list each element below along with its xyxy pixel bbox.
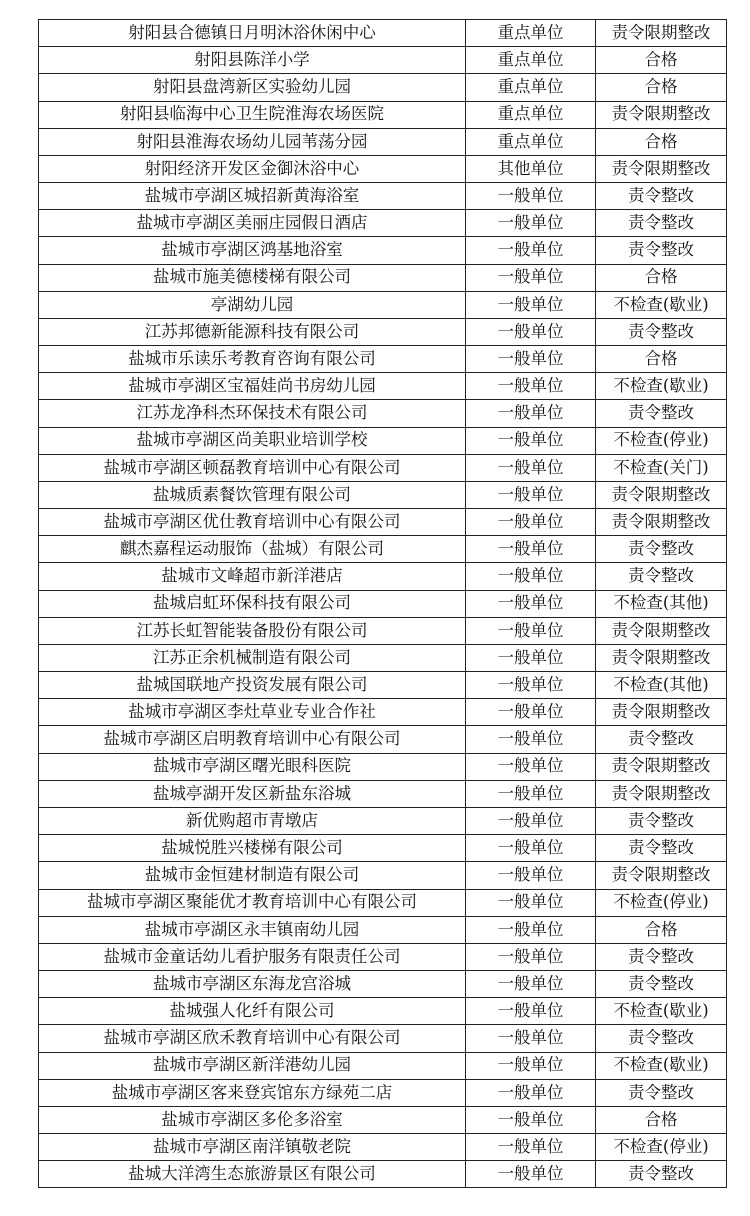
- unit-type-cell: 一般单位: [466, 590, 596, 617]
- inspection-result-cell: 不检查(停业): [596, 889, 727, 916]
- inspection-result-cell: 不检查(歇业): [596, 1052, 727, 1079]
- unit-type-cell: 重点单位: [466, 20, 596, 47]
- inspection-result-cell: 责令整改: [596, 183, 727, 210]
- table-row: [39, 373, 727, 400]
- inspection-result-cell: 合格: [596, 128, 727, 155]
- unit-name-cell: 射阳县临海中心卫生院淮海农场医院: [39, 101, 466, 128]
- unit-type-cell: 一般单位: [466, 318, 596, 345]
- unit-name-cell: 盐城市亭湖区顿磊教育培训中心有限公司: [39, 454, 466, 481]
- unit-name-cell: 盐城悦胜兴楼梯有限公司: [39, 835, 466, 862]
- table-row: [39, 210, 727, 237]
- inspection-result-cell: 责令限期整改: [596, 481, 727, 508]
- unit-type-cell: 一般单位: [466, 400, 596, 427]
- table-row: [39, 318, 727, 345]
- unit-name-cell: 盐城市亭湖区聚能优才教育培训中心有限公司: [39, 889, 466, 916]
- unit-type-cell: 一般单位: [466, 753, 596, 780]
- unit-type-cell: 一般单位: [466, 726, 596, 753]
- unit-name-cell: 盐城国联地产投资发展有限公司: [39, 672, 466, 699]
- table-row: [39, 400, 727, 427]
- inspection-result-cell: 不检查(停业): [596, 427, 727, 454]
- unit-name-cell: 盐城市亭湖区欣禾教育培训中心有限公司: [39, 1025, 466, 1052]
- inspection-result-cell: 责令整改: [596, 971, 727, 998]
- unit-name-cell: 江苏龙净科杰环保技术有限公司: [39, 400, 466, 427]
- unit-type-cell: 重点单位: [466, 74, 596, 101]
- inspection-result-cell: 责令整改: [596, 807, 727, 834]
- unit-type-cell: 一般单位: [466, 509, 596, 536]
- inspection-result-cell: 责令限期整改: [596, 617, 727, 644]
- table-row: [39, 155, 727, 182]
- table-row: [39, 536, 727, 563]
- inspection-result-cell: 合格: [596, 916, 727, 943]
- table-row: [39, 998, 727, 1025]
- table-row: [39, 807, 727, 834]
- unit-type-cell: 一般单位: [466, 373, 596, 400]
- inspection-result-cell: 合格: [596, 74, 727, 101]
- table-row: [39, 563, 727, 590]
- unit-name-cell: 江苏长虹智能装备股份有限公司: [39, 617, 466, 644]
- unit-name-cell: 射阳县陈洋小学: [39, 47, 466, 74]
- table-row: [39, 1106, 727, 1133]
- unit-type-cell: 一般单位: [466, 454, 596, 481]
- inspection-result-cell: 不检查(其他): [596, 590, 727, 617]
- unit-type-cell: 一般单位: [466, 563, 596, 590]
- unit-type-cell: 一般单位: [466, 481, 596, 508]
- inspection-result-cell: 责令限期整改: [596, 155, 727, 182]
- unit-type-cell: 重点单位: [466, 47, 596, 74]
- inspection-result-cell: 责令限期整改: [596, 20, 727, 47]
- inspection-result-cell: 责令整改: [596, 210, 727, 237]
- unit-type-cell: 一般单位: [466, 291, 596, 318]
- table-row: [39, 1052, 727, 1079]
- unit-type-cell: 一般单位: [466, 943, 596, 970]
- unit-name-cell: 盐城市亭湖区尚美职业培训学校: [39, 427, 466, 454]
- inspection-result-cell: 责令整改: [596, 536, 727, 563]
- table-row: [39, 862, 727, 889]
- table-row: [39, 780, 727, 807]
- table-row: [39, 943, 727, 970]
- inspection-result-cell: 责令整改: [596, 835, 727, 862]
- unit-type-cell: 一般单位: [466, 1079, 596, 1106]
- unit-type-cell: 一般单位: [466, 536, 596, 563]
- unit-name-cell: 盐城市亭湖区李灶草业专业合作社: [39, 699, 466, 726]
- inspection-result-cell: 责令整改: [596, 1079, 727, 1106]
- unit-type-cell: 一般单位: [466, 835, 596, 862]
- unit-type-cell: 一般单位: [466, 780, 596, 807]
- table-row: [39, 672, 727, 699]
- table-row: [39, 481, 727, 508]
- unit-name-cell: 盐城市亭湖区多伦多浴室: [39, 1106, 466, 1133]
- unit-name-cell: 射阳县合德镇日月明沐浴休闲中心: [39, 20, 466, 47]
- unit-name-cell: 盐城市亭湖区启明教育培训中心有限公司: [39, 726, 466, 753]
- unit-name-cell: 盐城大洋湾生态旅游景区有限公司: [39, 1161, 466, 1188]
- table-row: [39, 699, 727, 726]
- inspection-result-cell: 不检查(关门): [596, 454, 727, 481]
- unit-name-cell: 盐城市亭湖区曙光眼科医院: [39, 753, 466, 780]
- inspection-result-cell: 责令整改: [596, 563, 727, 590]
- inspection-result-cell: 责令限期整改: [596, 644, 727, 671]
- unit-name-cell: 盐城市亭湖区美丽庄园假日酒店: [39, 210, 466, 237]
- inspection-result-cell: 合格: [596, 264, 727, 291]
- unit-name-cell: 射阳县盘湾新区实验幼儿园: [39, 74, 466, 101]
- inspection-result-cell: 责令整改: [596, 1161, 727, 1188]
- table-row: [39, 1134, 727, 1161]
- unit-name-cell: 盐城市金恒建材制造有限公司: [39, 862, 466, 889]
- unit-name-cell: 江苏正余机械制造有限公司: [39, 644, 466, 671]
- inspection-result-cell: 责令限期整改: [596, 862, 727, 889]
- unit-type-cell: 一般单位: [466, 1025, 596, 1052]
- unit-type-cell: 一般单位: [466, 971, 596, 998]
- unit-type-cell: 其他单位: [466, 155, 596, 182]
- unit-type-cell: 一般单位: [466, 427, 596, 454]
- inspection-result-cell: 责令限期整改: [596, 509, 727, 536]
- table-row: [39, 753, 727, 780]
- unit-type-cell: 一般单位: [466, 183, 596, 210]
- unit-name-cell: 江苏邦德新能源科技有限公司: [39, 318, 466, 345]
- unit-name-cell: 射阳经济开发区金御沐浴中心: [39, 155, 466, 182]
- unit-name-cell: 盐城启虹环保科技有限公司: [39, 590, 466, 617]
- table-row: [39, 916, 727, 943]
- table-row: [39, 617, 727, 644]
- inspection-result-cell: 责令整改: [596, 1025, 727, 1052]
- unit-type-cell: 一般单位: [466, 644, 596, 671]
- unit-name-cell: 盐城市亭湖区城招新黄海浴室: [39, 183, 466, 210]
- unit-name-cell: 新优购超市青墩店: [39, 807, 466, 834]
- inspection-table: [38, 19, 727, 1188]
- unit-type-cell: 一般单位: [466, 862, 596, 889]
- table-body: [39, 20, 727, 1188]
- unit-type-cell: 重点单位: [466, 101, 596, 128]
- unit-name-cell: 盐城亭湖开发区新盐东浴城: [39, 780, 466, 807]
- table-row: [39, 971, 727, 998]
- unit-type-cell: 一般单位: [466, 916, 596, 943]
- table-row: [39, 264, 727, 291]
- unit-name-cell: 盐城市亭湖区东海龙宫浴城: [39, 971, 466, 998]
- unit-type-cell: 一般单位: [466, 346, 596, 373]
- table-row: [39, 509, 727, 536]
- table-row: [39, 427, 727, 454]
- table-row: [39, 101, 727, 128]
- inspection-result-cell: 责令限期整改: [596, 780, 727, 807]
- table-row: [39, 590, 727, 617]
- unit-name-cell: 盐城市亭湖区新洋港幼儿园: [39, 1052, 466, 1079]
- inspection-result-cell: 不检查(歇业): [596, 998, 727, 1025]
- unit-name-cell: 盐城质素餐饮管理有限公司: [39, 481, 466, 508]
- unit-name-cell: 射阳县淮海农场幼儿园苇荡分园: [39, 128, 466, 155]
- unit-type-cell: 一般单位: [466, 264, 596, 291]
- table-row: [39, 346, 727, 373]
- unit-type-cell: 一般单位: [466, 1161, 596, 1188]
- table-row: [39, 454, 727, 481]
- table-row: [39, 291, 727, 318]
- unit-name-cell: 亭湖幼儿园: [39, 291, 466, 318]
- inspection-result-cell: 责令整改: [596, 237, 727, 264]
- unit-type-cell: 重点单位: [466, 128, 596, 155]
- inspection-result-cell: 不检查(歇业): [596, 373, 727, 400]
- unit-type-cell: 一般单位: [466, 1106, 596, 1133]
- unit-name-cell: 盐城市亭湖区优仕教育培训中心有限公司: [39, 509, 466, 536]
- table-row: [39, 835, 727, 862]
- unit-type-cell: 一般单位: [466, 672, 596, 699]
- inspection-result-cell: 合格: [596, 47, 727, 74]
- table-row: [39, 20, 727, 47]
- inspection-result-cell: 责令限期整改: [596, 753, 727, 780]
- table-row: [39, 1025, 727, 1052]
- table-row: [39, 237, 727, 264]
- inspection-result-cell: 不检查(停业): [596, 1134, 727, 1161]
- unit-name-cell: 盐城市施美德楼梯有限公司: [39, 264, 466, 291]
- unit-type-cell: 一般单位: [466, 210, 596, 237]
- unit-type-cell: 一般单位: [466, 998, 596, 1025]
- table-row: [39, 128, 727, 155]
- table-row: [39, 47, 727, 74]
- inspection-result-cell: 合格: [596, 346, 727, 373]
- unit-type-cell: 一般单位: [466, 699, 596, 726]
- table-row: [39, 644, 727, 671]
- table-row: [39, 1079, 727, 1106]
- unit-name-cell: 盐城强人化纤有限公司: [39, 998, 466, 1025]
- unit-type-cell: 一般单位: [466, 237, 596, 264]
- unit-type-cell: 一般单位: [466, 807, 596, 834]
- inspection-result-cell: 责令整改: [596, 400, 727, 427]
- unit-type-cell: 一般单位: [466, 617, 596, 644]
- unit-name-cell: 盐城市亭湖区南洋镇敬老院: [39, 1134, 466, 1161]
- unit-name-cell: 盐城市亭湖区鸿基地浴室: [39, 237, 466, 264]
- unit-name-cell: 盐城市亭湖区客来登宾馆东方绿苑二店: [39, 1079, 466, 1106]
- table-row: [39, 1161, 727, 1188]
- inspection-result-cell: 责令整改: [596, 726, 727, 753]
- unit-name-cell: 盐城市文峰超市新洋港店: [39, 563, 466, 590]
- unit-name-cell: 麒杰嘉程运动服饰（盐城）有限公司: [39, 536, 466, 563]
- table-row: [39, 889, 727, 916]
- inspection-result-cell: 不检查(歇业): [596, 291, 727, 318]
- inspection-result-cell: 不检查(其他): [596, 672, 727, 699]
- unit-name-cell: 盐城市乐读乐考教育咨询有限公司: [39, 346, 466, 373]
- table-row: [39, 74, 727, 101]
- unit-name-cell: 盐城市亭湖区永丰镇南幼儿园: [39, 916, 466, 943]
- inspection-result-cell: 责令整改: [596, 318, 727, 345]
- inspection-result-cell: 合格: [596, 1106, 727, 1133]
- table-row: [39, 726, 727, 753]
- table-row: [39, 183, 727, 210]
- inspection-result-cell: 责令限期整改: [596, 699, 727, 726]
- unit-name-cell: 盐城市亭湖区宝福娃尚书房幼儿园: [39, 373, 466, 400]
- inspection-result-cell: 责令整改: [596, 943, 727, 970]
- inspection-result-cell: 责令限期整改: [596, 101, 727, 128]
- unit-type-cell: 一般单位: [466, 1134, 596, 1161]
- unit-name-cell: 盐城市金童话幼儿看护服务有限责任公司: [39, 943, 466, 970]
- unit-type-cell: 一般单位: [466, 1052, 596, 1079]
- unit-type-cell: 一般单位: [466, 889, 596, 916]
